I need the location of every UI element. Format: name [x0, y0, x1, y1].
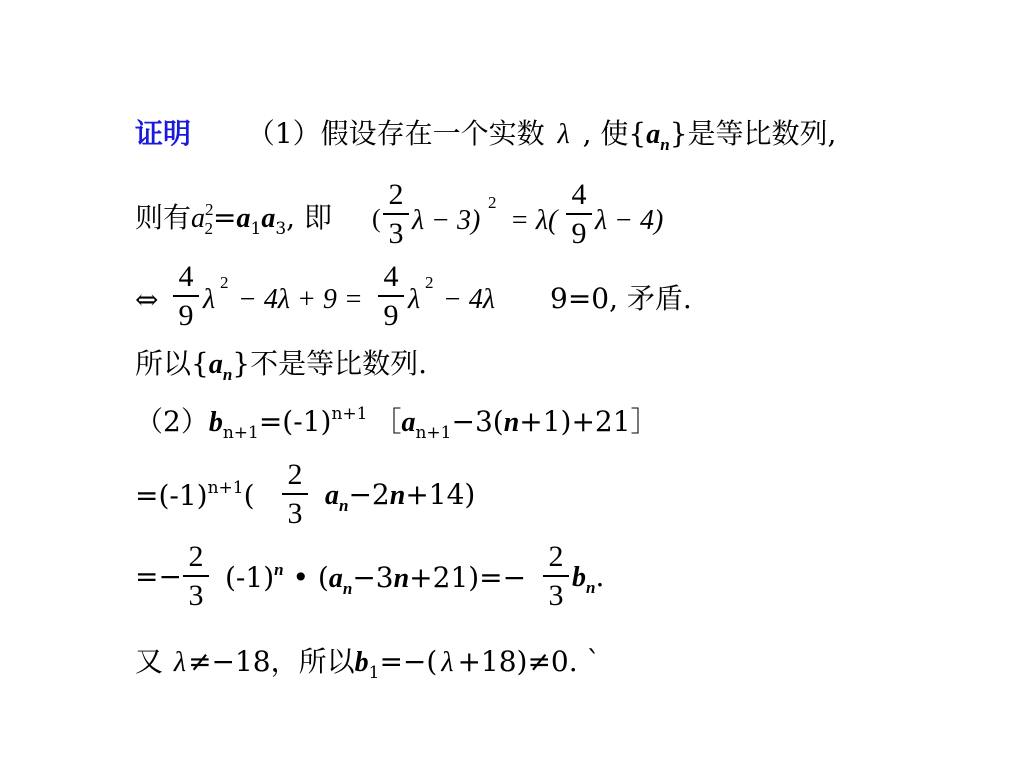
line6-text-d: +14) — [405, 478, 476, 511]
sub-1: 1 — [368, 663, 380, 683]
var-b: b — [208, 407, 223, 438]
var-n: n — [660, 135, 670, 154]
iff-symbol: ⇔ — [135, 283, 159, 316]
var-n2: n — [389, 480, 406, 511]
fraction-2-3: 2 3 — [383, 180, 409, 249]
line5-text-b: =(-1) — [258, 405, 332, 438]
line2-mid1: λ − 3) — [412, 205, 481, 236]
proof-line-5 — [135, 400, 659, 443]
line7-text-c: • ( — [283, 561, 329, 594]
line2-tail: λ − 4) — [595, 205, 664, 236]
line3-tail: 9=0, 矛盾. — [550, 282, 692, 315]
proof-label: 证明 — [135, 117, 192, 150]
sup-n-plus-1: n+1 — [331, 404, 368, 424]
fraction-4-9-b: 4 9 — [378, 262, 404, 331]
var-n2: n — [393, 563, 410, 594]
var-a: a — [646, 119, 661, 150]
fraction-2-3-b: 2 3 — [543, 542, 569, 611]
line6-left — [135, 478, 255, 512]
line8-text-b: ≠−18，所以 — [188, 645, 355, 678]
lambda-symbol: λ — [173, 647, 187, 678]
sub-n-plus-1: n+1 — [222, 423, 259, 443]
line5-text-d: −3( — [451, 405, 504, 438]
line6-text-a: =(-1) — [135, 479, 208, 512]
left-paren: ( — [372, 204, 381, 233]
line3-t1: λ — [203, 284, 216, 315]
var-b: b — [572, 562, 586, 593]
line4-text-a: 所以{ — [135, 347, 209, 380]
line4-text-b: }不是等比数列. — [232, 347, 428, 380]
var-a1: a — [236, 203, 251, 234]
var-a2: a — [191, 203, 206, 234]
line7-mid — [225, 560, 526, 599]
line3-sq2: 2 — [425, 273, 434, 292]
sub-n-plus-1-b: n+1 — [415, 423, 452, 443]
var-a: a — [325, 480, 339, 511]
sub-2: 2 — [204, 219, 214, 238]
line2-mid2: = λ( — [510, 205, 558, 236]
var-a3: a — [261, 203, 276, 234]
line1-text-c: }是等比数列, — [669, 117, 837, 150]
sup-2: 2 — [205, 200, 214, 219]
line8-text-c: =−( — [379, 645, 438, 678]
line7-text-f: . — [595, 560, 605, 593]
line2-left — [135, 196, 332, 239]
line6-right — [325, 478, 475, 516]
sub-1: 1 — [250, 219, 262, 239]
line1-text-a: （1）假设存在一个实数 — [246, 117, 545, 150]
var-n: n — [222, 365, 233, 384]
line7-right — [572, 560, 604, 598]
sup-n: n — [274, 560, 284, 579]
line7-text-a: =− — [135, 560, 182, 593]
var-a: a — [328, 563, 343, 594]
line3-t4: − 4λ — [443, 284, 496, 315]
line3-t3: λ — [408, 284, 421, 315]
line3-sq1: 2 — [220, 273, 229, 292]
var-n: n — [503, 407, 520, 438]
sup-n-plus-1: n+1 — [207, 478, 244, 498]
line7-left — [135, 560, 182, 593]
line2-text-b: , 即 — [286, 201, 332, 234]
fraction-4-9: 4 9 — [566, 180, 592, 249]
line3-t2: − 4λ + 9 = — [238, 284, 363, 315]
fraction-2-3-a: 2 3 — [183, 542, 209, 611]
var-b: b — [354, 647, 369, 678]
line6-text-b: ( — [243, 479, 255, 512]
fraction-4-9-a: 4 9 — [173, 262, 199, 331]
line6-text-c: −2 — [348, 478, 390, 511]
line1-text-b: , 使{ — [582, 117, 647, 150]
line5-text-c: ［ — [373, 405, 402, 438]
line8-text-d: +18)≠0. ` — [457, 645, 601, 678]
proof-line-1 — [135, 112, 836, 155]
fraction-2-3: 2 3 — [282, 460, 308, 529]
lambda-symbol-2: λ — [441, 647, 454, 678]
var-n: n — [586, 578, 596, 597]
proof-line-4 — [135, 342, 427, 385]
line7-text-e: +21)=− — [409, 561, 527, 594]
equals: = — [213, 201, 237, 234]
var-a: a — [208, 349, 223, 380]
var-n: n — [342, 579, 353, 598]
line7-text-b: (-1) — [225, 561, 275, 594]
var-n: n — [339, 496, 349, 515]
proof-line-8 — [135, 640, 601, 683]
line8-text-a: 又 — [135, 645, 164, 678]
var-a: a — [401, 407, 416, 438]
lambda-symbol: λ — [557, 119, 570, 150]
sub-3: 3 — [275, 219, 287, 239]
line5-text-e: +1)+21］ — [519, 405, 659, 438]
line2-text-a: 则有 — [135, 201, 192, 234]
square-exponent: 2 — [488, 193, 497, 212]
line7-text-d: −3 — [352, 561, 394, 594]
line5-text-a: （2） — [135, 405, 209, 438]
